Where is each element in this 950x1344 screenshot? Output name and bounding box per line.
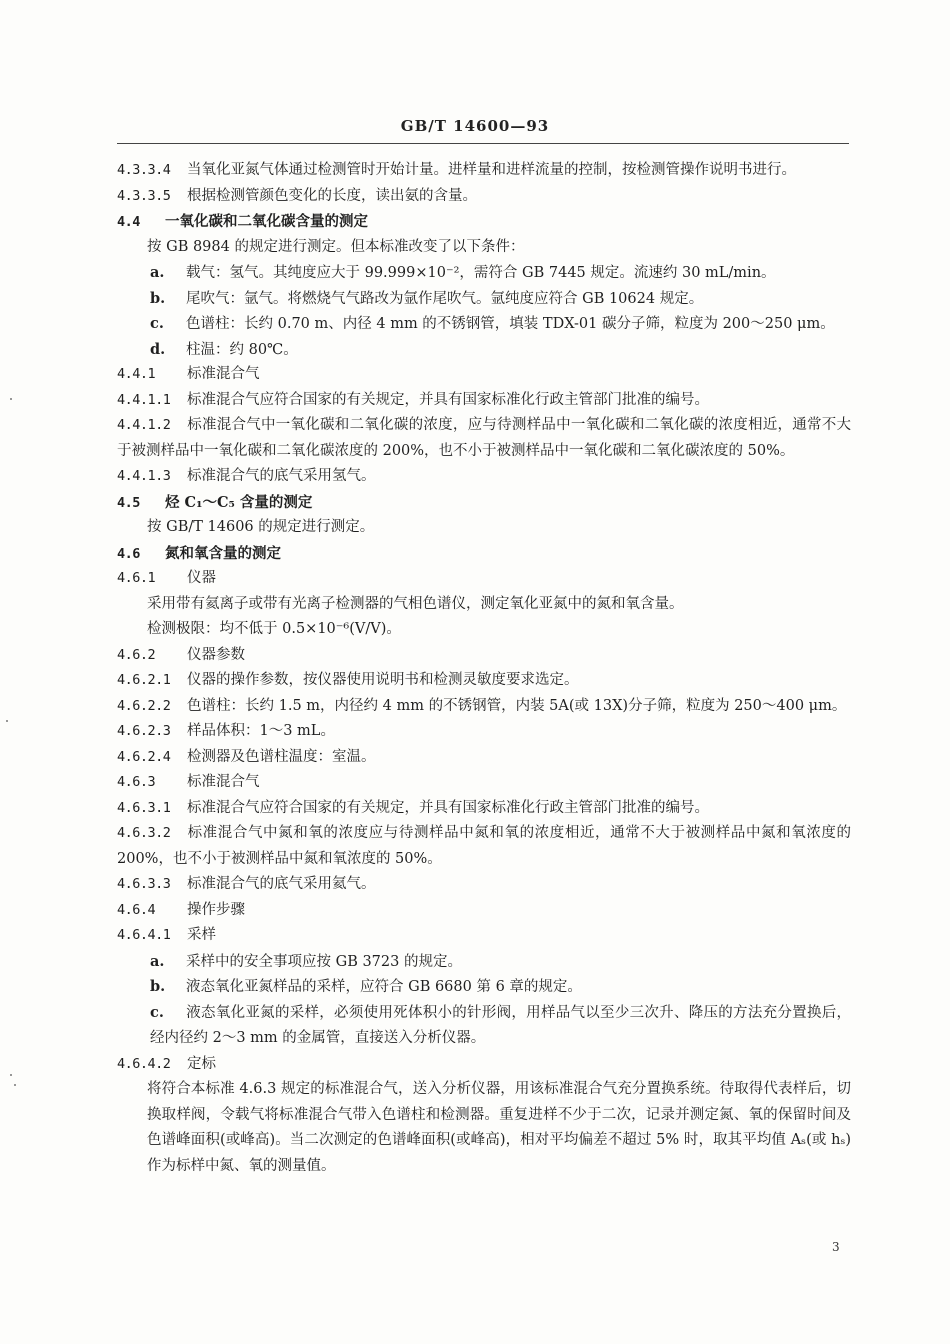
section-title: 烃 C₁～C₅ 含量的测定 bbox=[165, 493, 313, 511]
item-label: a. bbox=[150, 264, 165, 281]
clause-text: 根据检测管颜色变化的长度，读出氨的含量。 bbox=[187, 187, 477, 204]
clause-number: 4.4 bbox=[117, 214, 140, 230]
paragraph: 采用带有氦离子或带有光离子检测器的气相色谱仪，测定氧化亚氮中的氮和氧含量。 bbox=[147, 595, 684, 612]
paragraph: 检测极限：均不低于 0.5×10⁻⁶(V/V)。 bbox=[147, 621, 401, 637]
list-item-b bbox=[117, 974, 851, 1000]
clause-number: 4.6.2.1 bbox=[117, 672, 171, 688]
clause-number: 4.6 bbox=[117, 545, 140, 562]
clause-number: 4.3.3.4 bbox=[117, 162, 171, 178]
clause-4-4-1-1 bbox=[117, 388, 851, 414]
clause-4-6-3-1 bbox=[117, 796, 851, 822]
clause-4-3-3-5 bbox=[117, 184, 851, 210]
clause-text: 样品体积：1～3 mL。 bbox=[187, 723, 335, 739]
clause-number: 4.6.2.2 bbox=[117, 697, 171, 714]
clause-4-4-1 bbox=[117, 362, 851, 388]
paragraph: 将符合本标准 4.6.3 规定的标准混合气，送入分析仪器，用该标准混合气充分置换系统。待取得代表样后，切换取样阀，令载气将标准混合气带入色谱柱和检测器。重复进样不少于二次，记录并测定氮、氧的保留时间及色谱峰面积(或峰高)。当二次测定的色谱峰面积(或峰高)，相对平均偏差不超过 5% 时，取其平均值 Aₛ(或 hₛ)作为标样中氮、氧的测量值。 bbox=[147, 1081, 851, 1174]
item-text: 色谱柱：长约 0.70 m、内径 4 mm 的不锈钢管，填装 TDX-01 碳分子筛，粒度为 200～250 μm。 bbox=[186, 316, 835, 332]
clause-text: 定标 bbox=[187, 1055, 216, 1072]
clause-text: 标准混合气 bbox=[187, 366, 260, 382]
item-label: b. bbox=[150, 978, 166, 995]
clause-text: 仪器参数 bbox=[187, 646, 245, 663]
item-text: 液态氧化亚氮的采样，必须使用死体积小的针形阀，用样品气以至少三次升、降压的方法充分置换后，经内径约 2～3 mm 的金属管，直接送入分析仪器。 bbox=[150, 1004, 851, 1046]
clause-number: 4.6.3.1 bbox=[117, 799, 171, 816]
clause-number: 4.4.1 bbox=[117, 366, 156, 382]
clause-text: 标准混合气中氮和氧的浓度应与待测样品中氮和氧的浓度相近，通常不大于被测样品中氮和氧浓度的 200%，也不小于被测样品中氮和氧浓度的 50%。 bbox=[117, 825, 851, 867]
item-text: 液态氧化亚氮样品的采样，应符合 GB 6680 第 6 章的规定。 bbox=[186, 979, 582, 995]
clause-text: 标准混合气 bbox=[187, 774, 260, 790]
item-label: a. bbox=[150, 952, 165, 970]
list-item-a bbox=[117, 949, 851, 975]
clause-4-6-4 bbox=[117, 898, 851, 924]
clause-number: 4.6.4.2 bbox=[117, 1055, 171, 1072]
clause-text: 标准混合气中一氧化碳和二氧化碳的浓度，应与待测样品中一氧化碳和二氧化碳的浓度相近，通常不大于被测样品中一氧化碳和二氧化碳浓度的 200%，也不小于被测样品中一氧化碳和二氧化碳浓度的 50%。 bbox=[117, 417, 851, 459]
clause-4-6-2-2 bbox=[117, 694, 851, 720]
item-label: d. bbox=[150, 340, 166, 358]
list-item-d bbox=[117, 337, 851, 363]
clause-text: 采样 bbox=[187, 927, 216, 943]
clause-4-3-3-4 bbox=[117, 158, 851, 184]
document-body bbox=[117, 158, 851, 1179]
clause-number: 4.6.3.2 bbox=[117, 825, 171, 841]
section-title: 氮和氧含量的测定 bbox=[165, 544, 281, 562]
clause-number: 4.6.4.1 bbox=[117, 927, 171, 943]
clause-number: 4.6.1 bbox=[117, 570, 156, 586]
clause-number: 4.6.2 bbox=[117, 646, 156, 663]
clause-4-6-3-3 bbox=[117, 872, 851, 898]
clause-number: 4.6.2.4 bbox=[117, 748, 171, 765]
clause-4-6-4-1 bbox=[117, 923, 851, 949]
list-item-c bbox=[117, 1000, 851, 1052]
clause-text: 标准混合气应符合国家的有关规定，并具有国家标准化行政主管部门批准的编号。 bbox=[187, 799, 709, 816]
clause-4-6-1 bbox=[117, 566, 851, 592]
clause-text: 仪器的操作参数，按仪器使用说明书和检测灵敏度要求选定。 bbox=[187, 672, 579, 688]
section-4-5 bbox=[117, 490, 851, 516]
header-rule bbox=[117, 143, 849, 144]
item-label: c. bbox=[150, 1003, 164, 1021]
paragraph: 按 GB 8984 的规定进行测定。但本标准改变了以下条件： bbox=[147, 238, 525, 255]
item-text: 采样中的安全事项应按 GB 3723 的规定。 bbox=[186, 953, 462, 970]
clause-number: 4.6.3.3 bbox=[117, 876, 171, 892]
clause-number: 4.4.1.1 bbox=[117, 391, 171, 408]
clause-number: 4.4.1.2 bbox=[117, 417, 171, 433]
clause-text: 色谱柱：长约 1.5 m，内径约 4 mm 的不锈钢管，内装 5A(或 13X)分子筛，粒度为 250～400 μm。 bbox=[187, 697, 847, 714]
section-4-4 bbox=[117, 209, 851, 235]
clause-4-6-3 bbox=[117, 770, 851, 796]
item-label: b. bbox=[150, 289, 166, 307]
paragraph: 按 GB/T 14606 的规定进行测定。 bbox=[147, 519, 375, 535]
list-item-c bbox=[117, 311, 851, 337]
clause-4-6-2-4 bbox=[117, 745, 851, 771]
document-header: GB/T 14600—93 bbox=[400, 117, 550, 135]
clause-4-6-2-1 bbox=[117, 668, 851, 694]
clause-number: 4.5 bbox=[117, 494, 140, 511]
item-text: 柱温：约 80℃。 bbox=[186, 341, 298, 358]
scan-speck bbox=[10, 398, 12, 400]
clause-text: 仪器 bbox=[187, 570, 216, 586]
scan-speck bbox=[10, 1074, 12, 1076]
clause-number: 4.6.4 bbox=[117, 901, 156, 918]
clause-4-6-4-2 bbox=[117, 1052, 851, 1078]
item-text: 尾吹气：氩气。将燃烧气气路改为氩作尾吹气。氩纯度应符合 GB 10624 规定。 bbox=[186, 290, 704, 307]
clause-text: 操作步骤 bbox=[187, 901, 245, 918]
clause-text: 检测器及色谱柱温度：室温。 bbox=[187, 748, 376, 765]
item-label: c. bbox=[150, 315, 164, 332]
section-title: 一氧化碳和二氧化碳含量的测定 bbox=[165, 213, 368, 230]
clause-number: 4.4.1.3 bbox=[117, 468, 171, 484]
clause-4-4-1-2 bbox=[117, 413, 851, 464]
clause-text: 标准混合气应符合国家的有关规定，并具有国家标准化行政主管部门批准的编号。 bbox=[187, 391, 709, 408]
clause-text: 当氧化亚氮气体通过检测管时开始计量。进样量和进样流量的控制，按检测管操作说明书进行。 bbox=[187, 162, 796, 178]
page-number: 3 bbox=[832, 1240, 840, 1254]
list-item-a bbox=[117, 260, 851, 286]
clause-4-6-2 bbox=[117, 643, 851, 669]
clause-number: 4.3.3.5 bbox=[117, 187, 171, 204]
section-4-6 bbox=[117, 541, 851, 567]
clause-number: 4.6.2.3 bbox=[117, 723, 171, 739]
scan-speck bbox=[14, 1084, 16, 1086]
clause-text: 标准混合气的底气采用氦气。 bbox=[187, 876, 376, 892]
item-text: 载气：氢气。其纯度应大于 99.999×10⁻²，需符合 GB 7445 规定。流速约 30 mL/min。 bbox=[186, 265, 776, 281]
clause-4-4-1-3 bbox=[117, 464, 851, 490]
clause-text: 标准混合气的底气采用氢气。 bbox=[187, 468, 376, 484]
clause-4-6-2-3 bbox=[117, 719, 851, 745]
clause-4-6-3-2 bbox=[117, 821, 851, 872]
clause-number: 4.6.3 bbox=[117, 774, 156, 790]
scan-speck bbox=[6, 720, 8, 722]
list-item-b bbox=[117, 286, 851, 312]
